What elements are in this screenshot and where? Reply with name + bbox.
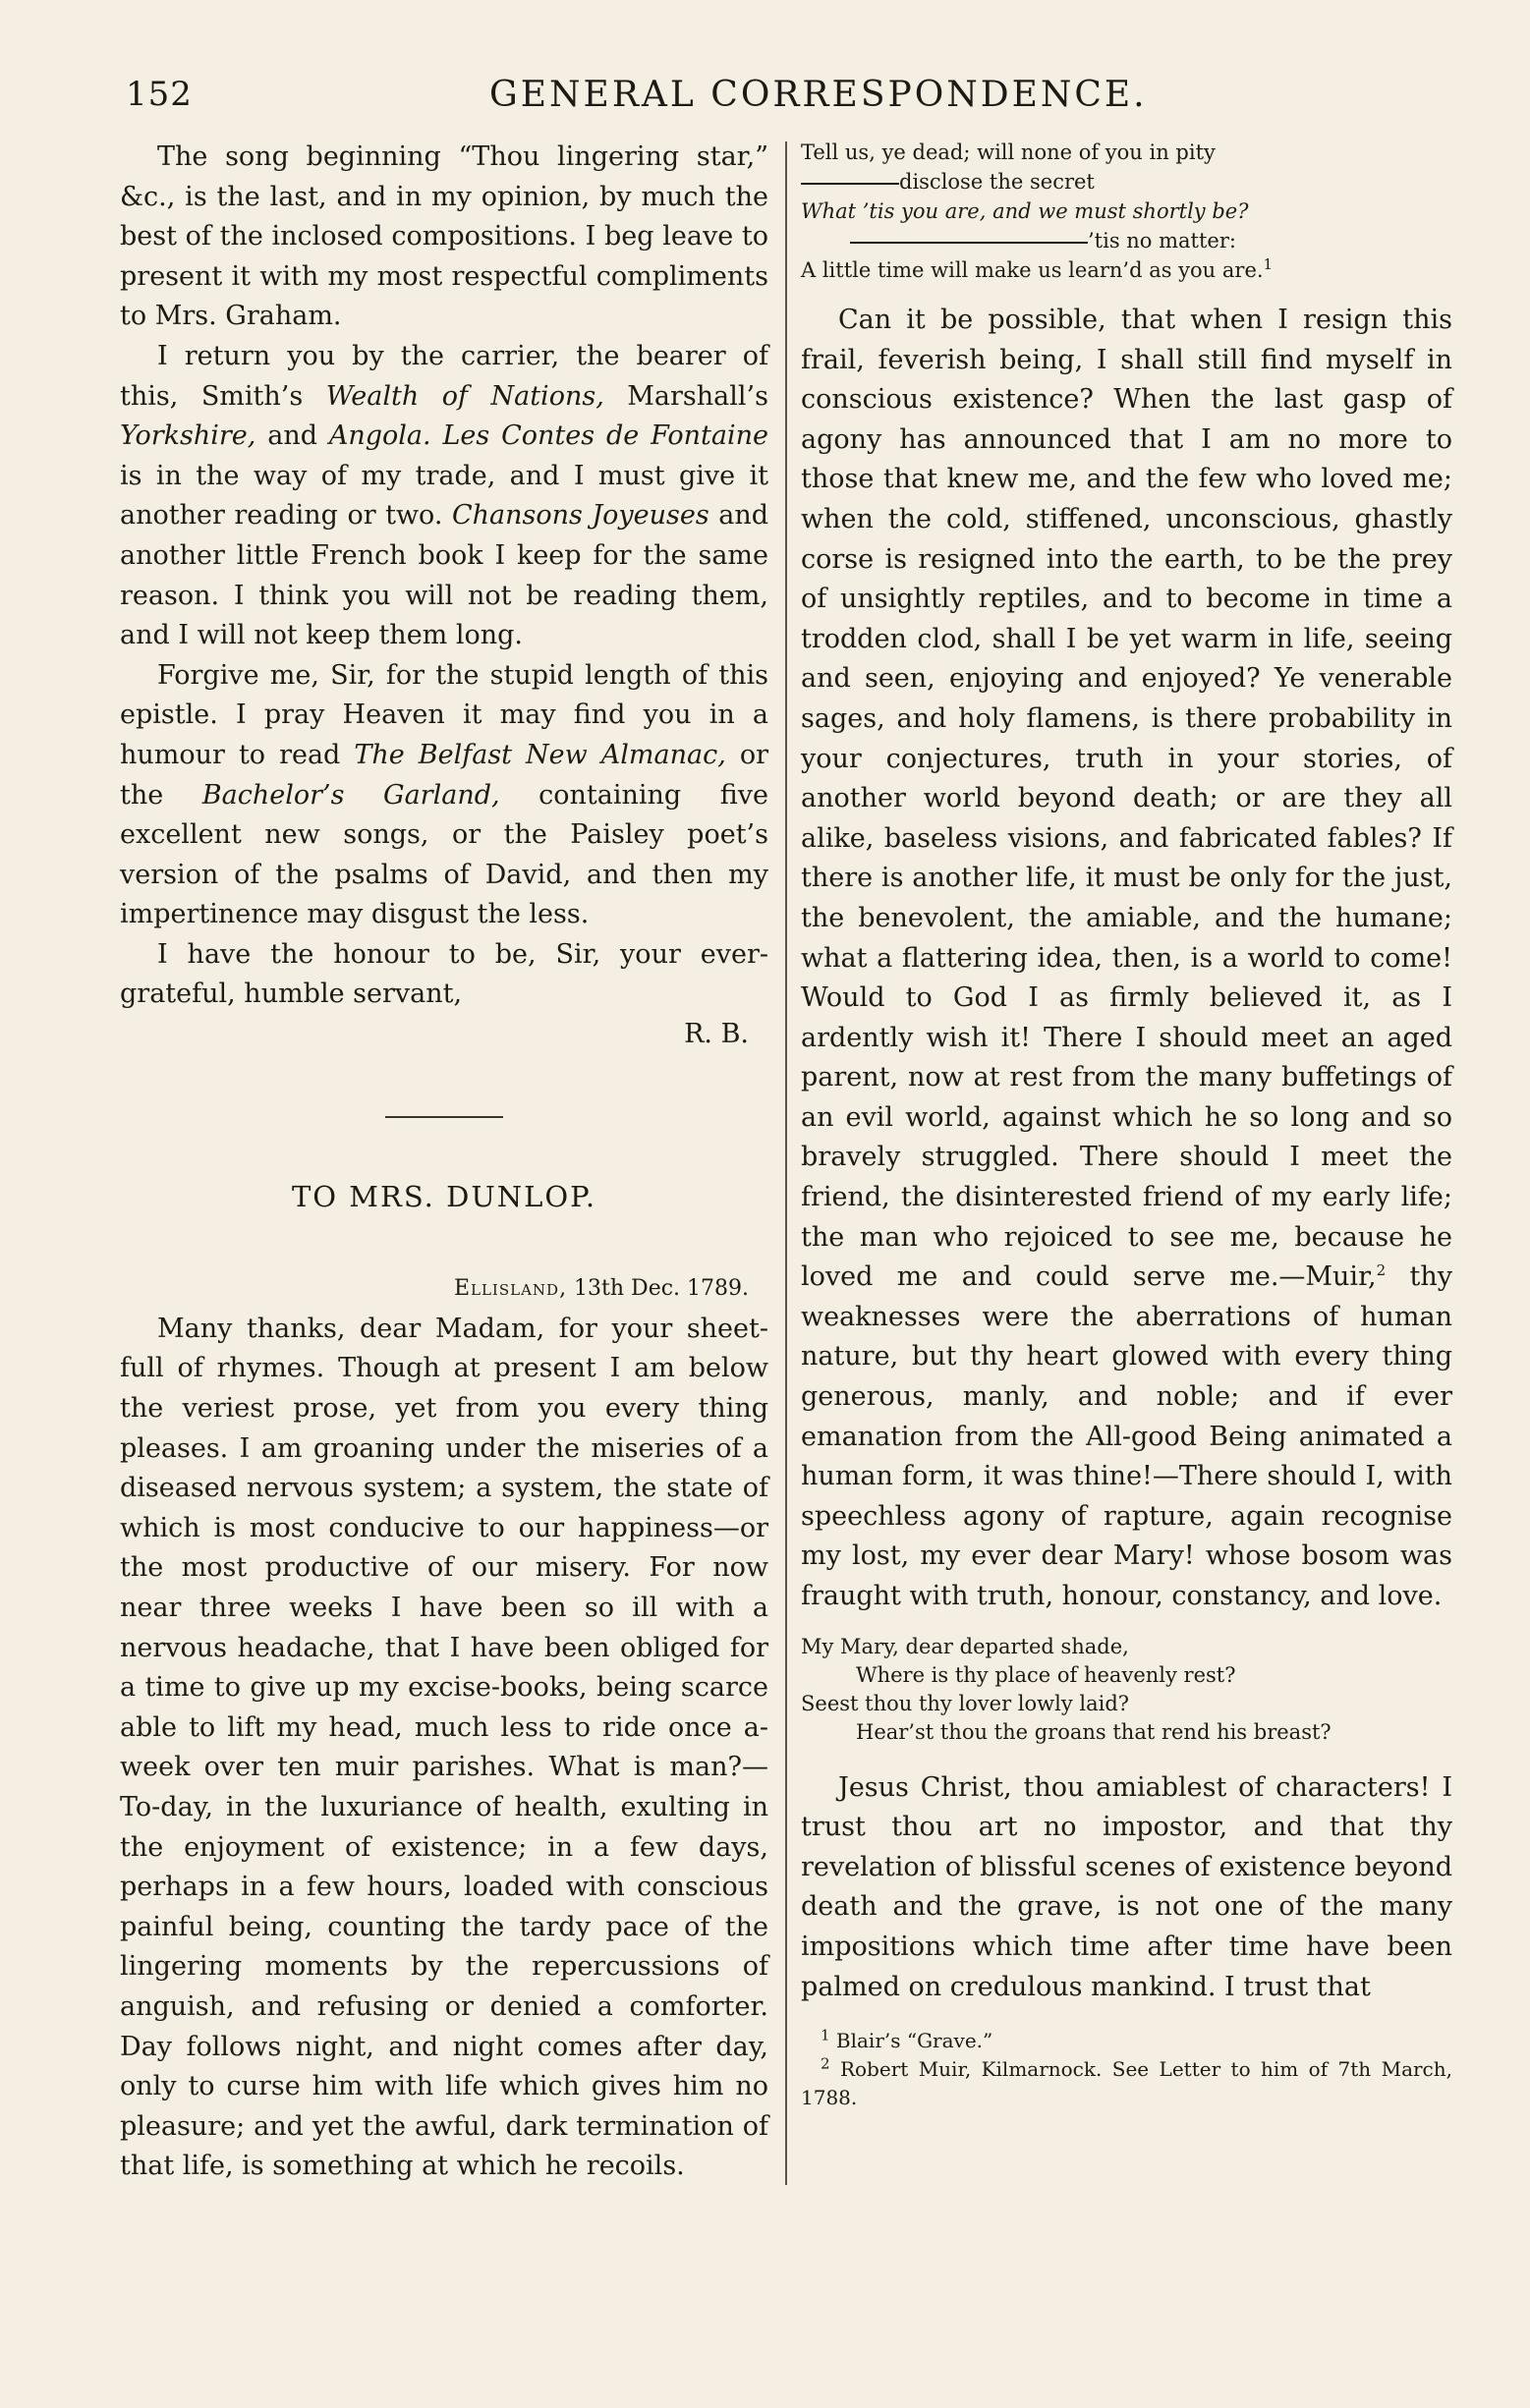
paragraph: Many thanks, dear Madam, for your sheet-full of rhymes. Though at present I am below the veriest prose, yet from you every thing pleases. I am groaning under the miseries of a diseased nervous system; a system, the state of which is most conducive to our happiness—or the most productive of our misery. For now near three weeks I have been so ill with a nervous headache, that I have been obliged for a time to give up my excise-books, being scarce able to lift my head, much less to ride once a-week over ten muir parishes. What is man?—To-day, in the luxuriance of health, exulting in the enjoyment of existence; in a few days, perhaps in a few hours, loaded with conscious painful being, counting the tardy pace of the lingering moments by the repercussions of anguish, and refusing or denied a comforter. Day follows night, and night comes after day, only to curse him with life which gives him no pleasure; and yet the awful, dark termination of that life, is something at which he recoils. [120,1313,768,2182]
signature: R. B. [684,1019,749,1050]
dateline: Ellisland, 13th Dec. 1789. [453,1276,749,1302]
section-separator [385,1116,503,1118]
paragraph: Forgive me, Sir, for the stupid length of this epistle. I pray Heaven it may find you in a humour to read The Belfast New Almanac, or the Bachelor’s Garland, containing five excellent new songs, or the Paisley poet’s version of the psalms of David, and then my impertinence may disgust the less. [120,659,768,930]
page-number: 152 [126,75,193,114]
quotation: Tell us, ye dead; will none of you in pity disclose the secret What ’tis you are, and we must shortly be? ’tis no matter: A little time will make us learn’d as you are.$^1$ [801,140,1274,282]
paragraph: Can it be possible, that when I resign this frail, feverish being, I shall still find myself in conscious existence? When the last gasp of agony has announced that I am no more to those that knew me, and the few who loved me; when the cold, stiffened, unconscious, ghastly corse is resigned into the earth, to be the prey of unsightly reptiles, and to become in time a trodden clod, shall I be yet warm in life, seeing and seen, enjoying and enjoyed? Ye venerable sages, and holy flamens, is there probability in your conjectures, truth in your stories, of another world beyond death; or are they all alike, baseless visions, and fabricated fables? If there is another life, it must be only for the just, the benevolent, the amiable, and the humane; what a flattering idea, then, is a world to come! Would to God I as firmly believed it, as I ardently wish it! There I should meet an aged parent, now at rest from the many buffetings of an evil world, against which he so long and so bravely struggled. There should I meet the friend, the disinterested friend of my early life; the man who rejoiced to see me, because he loved me and could serve me.—Muir,$^2$ thy weaknesses were the aberrations of human nature, but thy heart glowed with every thing generous, manly, and noble; and if ever emanation from the All-good Being animated a human form, it was thine!—There should I, with speechless agony of rapture, again recognise my lost, my ever dear Mary! whose bosom was fraught with truth, honour, constancy, and love. [801,305,1452,1611]
letter-title: TO MRS. DUNLOP. [291,1179,597,1213]
paragraph: Jesus Christ, thou amiablest of characters! I trust thou art no impostor, and that thy revelation of blissful scenes of existence beyond death and the grave, is not one of the many impositions which time after time have been palmed on credulous mankind. I trust that [801,1771,1452,2002]
paragraph: I return you by the carrier, the bearer of this, Smith’s Wealth of Nations, Marshall’s Yorkshire, and Angola. Les Contes de Fontaine is in the way of my trade, and I must give it another reading or two. Chansons Joyeuses and another little French book I keep for the same reason. I think you will not be reading them, and I will not keep them long. [120,340,768,651]
paragraph: The song beginning “Thou lingering star,” &c., is the last, and in my opinion, by much the best of the inclosed compositions. I beg leave to present it with my most respectful compliments to Mrs. Graham. [120,141,768,332]
left-column [120,138,768,2187]
page-header [126,67,1447,126]
poem: My Mary, dear departed shade, Where is thy place of heavenly rest? Seest thou thy lover lowly laid? Hear’st thou the groans that rend his breast? [801,1634,1332,1744]
footnotes [801,2027,1452,2112]
footnote: $^2$ Robert Muir, Kilmarnock. See Letter to him of 7th March, 1788. [801,2054,1452,2110]
right-column [801,138,1452,2112]
column-divider [785,141,787,2185]
closing: I have the honour to be, Sir, your ever-grateful, humble servant, [120,938,768,1010]
running-head: GENERAL CORRESPONDENCE. [489,75,1148,115]
footnote: $^1$ Blair’s “Grave.” [821,2026,993,2053]
